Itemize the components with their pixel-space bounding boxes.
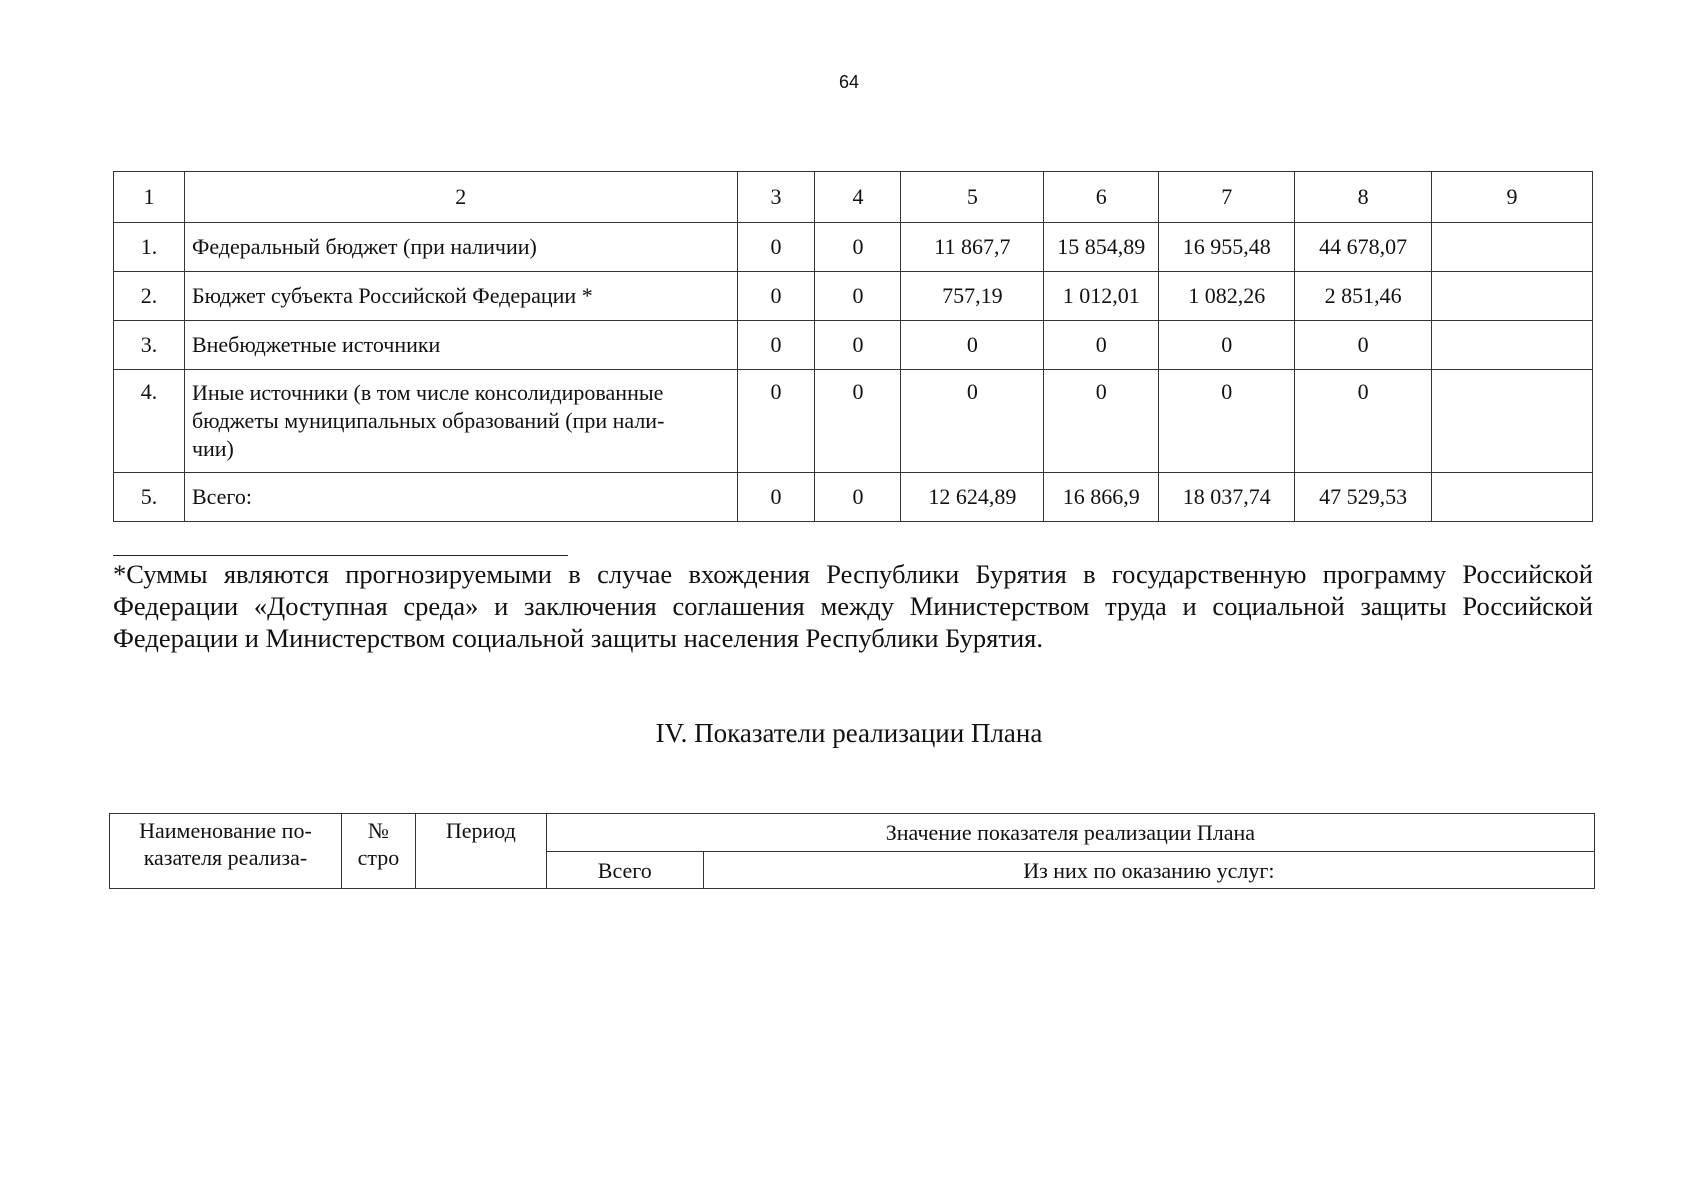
section-title: IV. Показатели реализации Плана	[655, 718, 1043, 748]
value-cell: 0	[901, 370, 1044, 473]
value-cell: 0	[1159, 321, 1295, 370]
value-cell: 0	[815, 272, 901, 321]
header-line: стро	[357, 845, 400, 870]
table-row	[114, 473, 1593, 522]
row-number: 2.	[114, 272, 185, 321]
indicators-table	[109, 813, 1595, 889]
value-cell: 1 082,26	[1159, 272, 1295, 321]
header-cell: 9	[1432, 172, 1593, 223]
source-name: Бюджет субъекта Российской Федерации *	[184, 272, 737, 321]
value-cell	[1432, 321, 1593, 370]
value-cell: 11 867,7	[901, 223, 1044, 272]
value-cell: 16 955,48	[1159, 223, 1295, 272]
value-cell: 0	[737, 223, 815, 272]
value-cell	[1432, 272, 1593, 321]
value-cell: 1 012,01	[1044, 272, 1159, 321]
footnote-divider	[113, 555, 568, 556]
header-cell: 7	[1159, 172, 1295, 223]
header-cell: 2	[184, 172, 737, 223]
header-line: №	[367, 818, 389, 843]
header-cell: 4	[815, 172, 901, 223]
value-cell: 0	[815, 473, 901, 522]
header-services: Из них по оказанию услуг:	[703, 852, 1594, 889]
source-name-line: чии)	[191, 436, 234, 461]
value-cell: 0	[901, 321, 1044, 370]
header-line: Наименование по-	[139, 818, 312, 843]
value-cell: 757,19	[901, 272, 1044, 321]
source-name: Внебюджетные источники	[184, 321, 737, 370]
header-cell: 6	[1044, 172, 1159, 223]
row-number: 4.	[114, 370, 185, 473]
value-cell	[1432, 223, 1593, 272]
header-cell: 1	[114, 172, 185, 223]
value-cell: 0	[737, 321, 815, 370]
value-cell: 15 854,89	[1044, 223, 1159, 272]
source-name: Федеральный бюджет (при наличии)	[184, 223, 737, 272]
header-row-number	[341, 814, 415, 889]
value-cell: 44 678,07	[1295, 223, 1432, 272]
row-number: 3.	[114, 321, 185, 370]
table-header-row	[110, 814, 1595, 852]
header-line: казателя реализа-	[143, 845, 308, 870]
value-cell: 18 037,74	[1159, 473, 1295, 522]
value-cell: 0	[1044, 321, 1159, 370]
value-cell: 0	[1295, 370, 1432, 473]
header-total: Всего	[546, 852, 703, 889]
value-cell: 47 529,53	[1295, 473, 1432, 522]
value-cell: 0	[737, 473, 815, 522]
budget-table	[113, 171, 1593, 522]
header-indicator-name	[110, 814, 342, 889]
value-cell: 2 851,46	[1295, 272, 1432, 321]
row-number: 5.	[114, 473, 185, 522]
value-cell: 16 866,9	[1044, 473, 1159, 522]
table-row	[114, 370, 1593, 473]
value-cell: 0	[737, 370, 815, 473]
value-cell: 0	[1295, 321, 1432, 370]
header-period: Период	[415, 814, 546, 889]
table-row	[114, 272, 1593, 321]
header-cell: 3	[737, 172, 815, 223]
value-cell: 12 624,89	[901, 473, 1044, 522]
source-name	[184, 370, 737, 473]
table-row	[114, 223, 1593, 272]
value-cell	[1432, 370, 1593, 473]
row-number: 1.	[114, 223, 185, 272]
header-cell: 5	[901, 172, 1044, 223]
value-cell: 0	[737, 272, 815, 321]
source-name-line: Иные источники (в том числе консолидированные	[191, 380, 664, 405]
header-cell: 8	[1295, 172, 1432, 223]
source-name-line: бюджеты муниципальных образований (при нали-	[191, 408, 665, 433]
value-cell: 0	[815, 370, 901, 473]
value-cell: 0	[815, 321, 901, 370]
table-header-row	[114, 172, 1593, 223]
value-cell: 0	[1044, 370, 1159, 473]
footnote-text: *Суммы являются прогнозируемыми в случае вхождения Республики Бурятия в государственную программу Российской Федерации «Доступная среда» и заключения соглашения между Министерством труда и социальной защиты Российской Федерации и Министерством социальной защиты населения Республики Бурятия.	[113, 559, 1593, 653]
table-row	[114, 321, 1593, 370]
source-name: Всего:	[184, 473, 737, 522]
header-indicator-value: Значение показателя реализации Плана	[546, 814, 1594, 852]
value-cell	[1432, 473, 1593, 522]
page-number: 64	[838, 72, 860, 92]
value-cell: 0	[1159, 370, 1295, 473]
value-cell: 0	[815, 223, 901, 272]
